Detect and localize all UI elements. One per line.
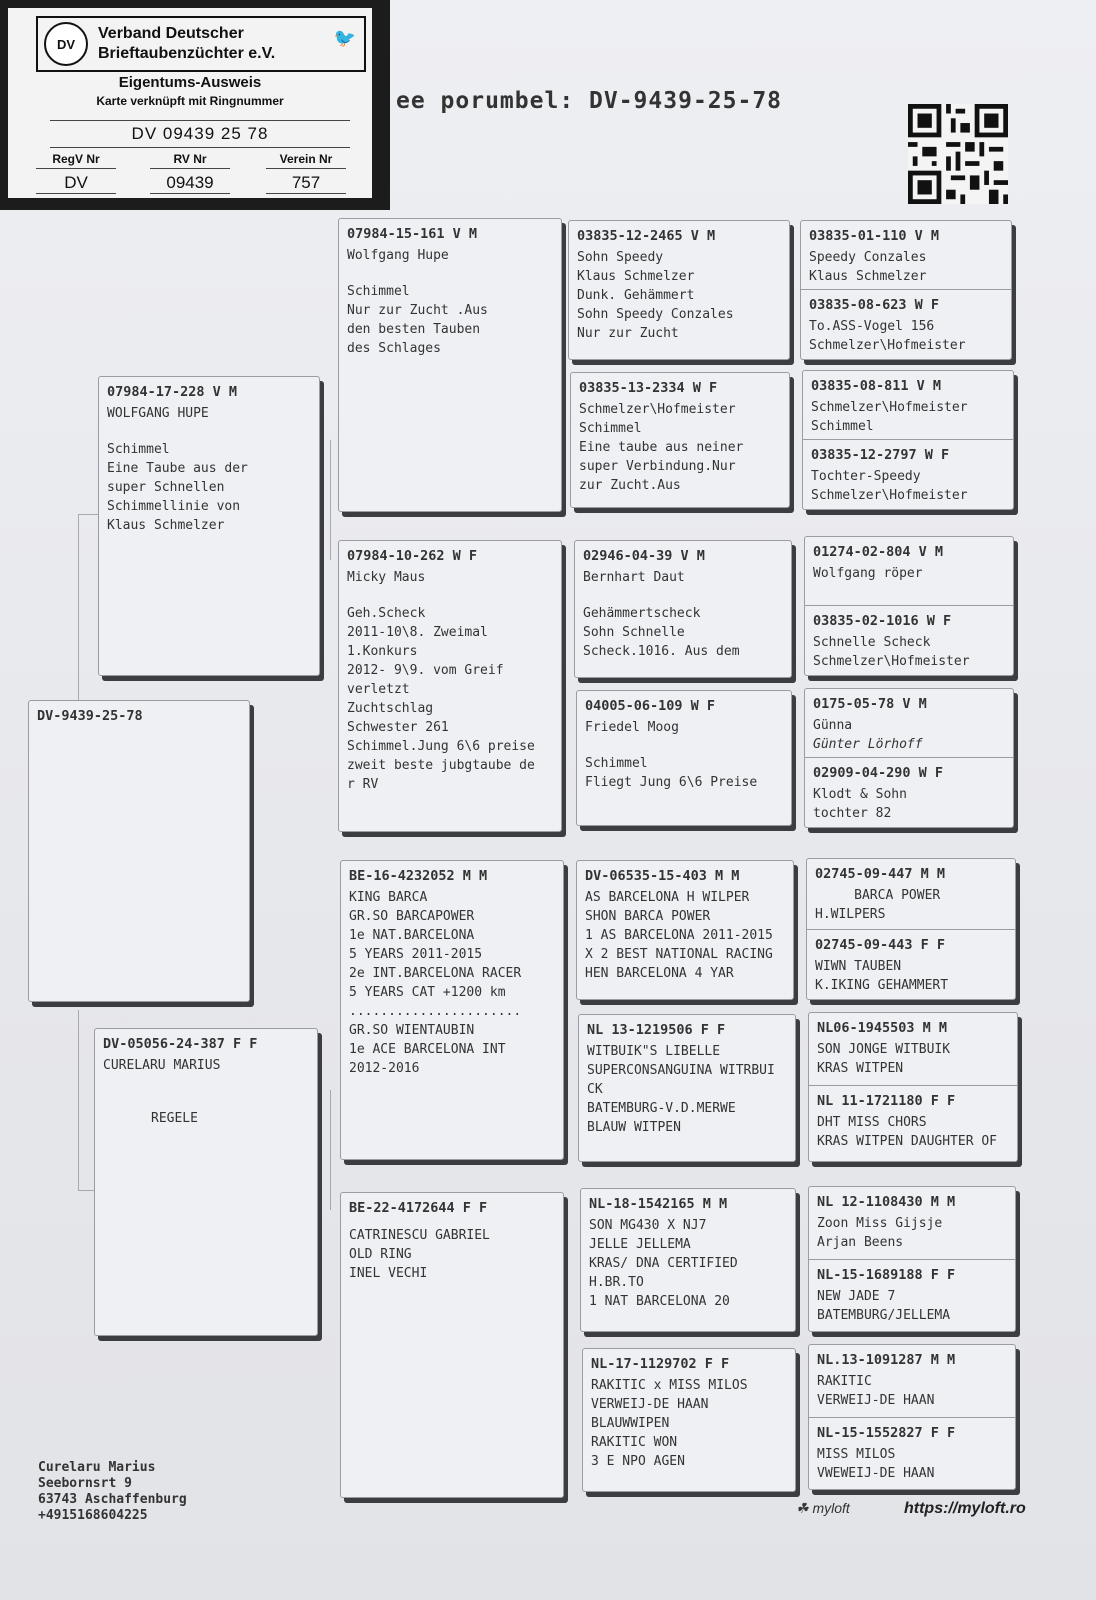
dam-line: REGELE (151, 1111, 198, 1126)
gen2-line: 1e ACE BARCELONA INT (349, 1042, 506, 1057)
gen3-line: SON MG430 X NJ7 (589, 1218, 707, 1233)
gen4-ring: NL 12-1108430 M M (817, 1194, 956, 1210)
gen3-ring: 03835-13-2334 W F (579, 380, 718, 396)
gen4-line: KRAS WITPEN (817, 1061, 904, 1076)
gen3-line: 1 AS BARCELONA 2011-2015 (585, 928, 773, 943)
gen4-ring: 03835-08-623 W F (809, 297, 940, 313)
rv-label: RV Nr (150, 152, 230, 169)
verein-column (266, 152, 346, 194)
gen4-line: RAKITIC (817, 1374, 872, 1389)
gen3-box-2[interactable] (574, 540, 792, 678)
id-card-subtitle: Karte verknüpft mit Ringnummer (96, 94, 284, 108)
gen3-line: Schmelzer\Hofmeister (579, 402, 736, 417)
gen4-line: Arjan Beens (817, 1235, 904, 1250)
gen2-line: Nur zur Zucht .Aus (347, 303, 488, 318)
gen4-ring: NL-15-1689188 F F (817, 1267, 956, 1283)
gen2-line: r RV (347, 777, 379, 792)
gen4-line: WIWN TAUBEN (815, 959, 902, 974)
connector-line (78, 514, 79, 708)
gen4-pair-2[interactable] (804, 536, 1014, 676)
gen3-line: RAKITIC x MISS MILOS (591, 1378, 748, 1393)
gen4-ring: 03835-12-2797 W F (811, 447, 950, 463)
gen2-line: den besten Tauben (347, 322, 481, 337)
gen3-box-7[interactable] (582, 1348, 796, 1492)
gen2-line: Geh.Scheck (347, 606, 426, 621)
gen4-pair-1[interactable] (802, 370, 1014, 510)
id-card-title: Eigentums-Ausweis (118, 74, 262, 91)
gen3-line: CK (587, 1082, 603, 1097)
gen4-pair-6[interactable] (808, 1186, 1016, 1332)
gen4-ring: NL 11-1721180 F F (817, 1093, 956, 1109)
subject-box[interactable] (28, 700, 250, 1002)
gen4-ring: NL.13-1091287 M M (817, 1352, 956, 1368)
gen2-line: 1.Konkurs (347, 644, 418, 659)
gen3-line: 3 E NPO AGEN (591, 1454, 685, 1469)
verein-label: Verein Nr (266, 152, 346, 169)
gen4-ring: 02909-04-290 W F (813, 765, 944, 781)
gen4-line: Wolfgang röper (813, 566, 923, 581)
id-card-header (36, 16, 366, 72)
myloft-logo (796, 1500, 850, 1517)
gen2-line: zweit beste jubgtaube de (347, 758, 535, 773)
gen4-line: Schmelzer\Hofmeister (813, 654, 970, 669)
gen4-line: Schmelzer\Hofmeister (811, 488, 968, 503)
gen3-line: Bernhart Daut (583, 570, 685, 585)
gen2-line: 2e INT.BARCELONA RACER (349, 966, 522, 981)
gen4-ring: 02745-09-443 F F (815, 937, 946, 953)
gen3-ring: 02946-04-39 V M (583, 548, 705, 564)
gen3-line: Nur zur Zucht (577, 326, 679, 341)
gen2-line: 5 YEARS CAT +1200 km (349, 985, 506, 1000)
pigeon-icon: 🐦 (333, 28, 356, 48)
gen4-line: Schmelzer\Hofmeister (811, 400, 968, 415)
myloft-logo-icon: ☘ (796, 1500, 809, 1516)
gen3-line: Sohn Speedy Conzales (577, 307, 734, 322)
gen4-line: Speedy Conzales (809, 250, 927, 265)
gen4-line: Klaus Schmelzer (809, 269, 927, 284)
gen2-line: 5 YEARS 2011-2015 (349, 947, 483, 962)
dam-line: CURELARU MARIUS (103, 1058, 221, 1073)
gen4-line: Klodt & Sohn (813, 787, 907, 802)
gen4-box-13[interactable] (809, 1259, 1015, 1332)
gen3-line: JELLE JELLEMA (589, 1237, 691, 1252)
sire-box[interactable] (98, 376, 320, 676)
gen3-box-6[interactable] (580, 1188, 796, 1332)
verein-value: 757 (266, 169, 346, 194)
gen3-ring: NL 13-1219506 F F (587, 1022, 726, 1038)
gen2-line: 2011-10\8. Zweimal (347, 625, 488, 640)
gen3-box-4[interactable] (576, 860, 794, 1000)
gen4-line: Schnelle Scheck (813, 635, 931, 650)
gen3-line: Schimmel (585, 756, 648, 771)
gen4-line: Günna (813, 718, 853, 733)
association-logo-icon: DV (44, 22, 88, 66)
gen2-line: 2012- 9\9. vom Greif (347, 663, 504, 678)
gen4-line: H.WILPERS (815, 907, 886, 922)
gen4-ring: 03835-02-1016 W F (813, 613, 952, 629)
gen4-line: Schmelzer\Hofmeister (809, 338, 966, 353)
gen3-ring: 03835-12-2465 V M (577, 228, 716, 244)
gen2-line: CATRINESCU GABRIEL (349, 1228, 490, 1243)
owner-address (38, 1460, 187, 1524)
gen3-line: super Verbindung.Nur (579, 459, 736, 474)
gen4-ring: 0175-05-78 V M (813, 696, 927, 712)
gen4-line: VWEWEIJ-DE HAAN (817, 1466, 935, 1481)
gen3-line: Gehämmertscheck (583, 606, 701, 621)
gen4-box-2[interactable] (803, 371, 1013, 439)
gen2-line: KING BARCA (349, 890, 428, 905)
gen4-ring: NL-15-1552827 F F (817, 1425, 956, 1441)
gen2-line: 1e NAT.BARCELONA (349, 928, 475, 943)
regv-column (36, 152, 116, 194)
connector-line (330, 440, 331, 560)
gen2-ring: 07984-15-161 V M (347, 226, 478, 242)
owner-street: Seebornsrt 9 (38, 1476, 132, 1491)
gen4-line: Schimmel (811, 419, 874, 434)
gen3-line: Eine taube aus neiner (579, 440, 744, 455)
sire-line: Klaus Schmelzer (107, 518, 225, 533)
gen3-line: Sohn Speedy (577, 250, 664, 265)
gen2-line: GR.SO BARCAPOWER (349, 909, 475, 924)
gen4-ring: NL06-1945503 M M (817, 1020, 948, 1036)
sire-ring: 07984-17-228 V M (107, 384, 238, 400)
gen4-line: tochter 82 (813, 806, 892, 821)
gen3-line: HEN BARCELONA 4 YAR (585, 966, 734, 981)
gen3-line: H.BR.TO (589, 1275, 644, 1290)
gen2-line: verletzt (347, 682, 410, 697)
gen4-box-7[interactable] (805, 757, 1013, 828)
gen4-box-4[interactable] (805, 537, 1013, 605)
gen3-ring: DV-06535-15-403 M M (585, 868, 740, 884)
gen4-box-6[interactable] (805, 689, 1013, 757)
gen3-ring: 04005-06-109 W F (585, 698, 716, 714)
gen2-line: 2012-2016 (349, 1061, 420, 1076)
connector-line (330, 1090, 331, 1210)
gen3-ring: NL-17-1129702 F F (591, 1356, 730, 1372)
sire-line: WOLFGANG HUPE (107, 406, 209, 421)
gen3-line: Dunk. Gehämmert (577, 288, 695, 303)
gen3-line: VERWEIJ-DE HAAN (591, 1397, 709, 1412)
gen4-line: Günter Lörhoff (813, 737, 923, 752)
gen4-box-10[interactable] (809, 1013, 1017, 1085)
gen4-pair-4[interactable] (806, 858, 1016, 1000)
gen2-line: Schimmel (347, 284, 410, 299)
sire-line: Schimmel (107, 442, 170, 457)
gen4-line: K.IKING GEHAMMERT (815, 978, 949, 993)
gen4-pair-0[interactable] (800, 220, 1012, 360)
subject-ring: DV-9439-25-78 (37, 708, 143, 724)
gen3-line: Scheck.1016. Aus dem (583, 644, 740, 659)
gen3-line: Sohn Schnelle (583, 625, 685, 640)
sire-line: super Schnellen (107, 480, 225, 495)
gen4-box-9[interactable] (807, 929, 1015, 1000)
gen4-line: SON JONGE WITBUIK (817, 1042, 951, 1057)
gen3-ring: NL-18-1542165 M M (589, 1196, 728, 1212)
gen2-box-3[interactable] (340, 1192, 564, 1498)
sire-line: Schimmellinie von (107, 499, 241, 514)
gen4-line: KRAS WITPEN DAUGHTER OF (817, 1134, 998, 1149)
ownership-id-card (0, 0, 390, 210)
gen3-line: SUPERCONSANGUINA WITRBUI (587, 1063, 775, 1078)
gen4-box-0[interactable] (801, 221, 1011, 289)
gen4-box-1[interactable] (801, 289, 1011, 360)
regv-label: RegV Nr (36, 152, 116, 169)
gen4-ring: 01274-02-804 V M (813, 544, 944, 560)
gen3-line: Klaus Schmelzer (577, 269, 695, 284)
gen2-line: GR.SO WIENTAUBIN (349, 1023, 475, 1038)
gen3-line: SHON BARCA POWER (585, 909, 711, 924)
gen4-pair-3[interactable] (804, 688, 1014, 828)
org-name-line1: Verband Deutscher (98, 25, 244, 42)
owner-phone: +4915168604225 (38, 1508, 148, 1523)
gen2-line: ...................... (349, 1004, 522, 1019)
gen2-line: des Schlages (347, 341, 441, 356)
id-card-ring-number: DV 09439 25 78 (50, 120, 350, 148)
gen2-box-0[interactable] (338, 218, 562, 512)
gen4-ring: 03835-01-110 V M (809, 228, 940, 244)
gen3-line: BLAUW WITPEN (587, 1120, 681, 1135)
gen4-box-11[interactable] (809, 1085, 1017, 1162)
connector-line (78, 1010, 79, 1190)
connector-line (78, 514, 100, 515)
gen3-line: BLAUWWIPEN (591, 1416, 670, 1431)
gen2-line: Zuchtschlag (347, 701, 434, 716)
gen3-line: RAKITIC WON (591, 1435, 678, 1450)
gen2-box-1[interactable] (338, 540, 562, 832)
gen3-line: zur Zucht.Aus (579, 478, 681, 493)
gen4-box-15[interactable] (809, 1417, 1015, 1490)
gen4-ring: 02745-09-447 M M (815, 866, 946, 882)
gen4-line: NEW JADE 7 (817, 1289, 896, 1304)
gen2-line: Wolfgang Hupe (347, 248, 449, 263)
gen4-line: Zoon Miss Gijsje (817, 1216, 943, 1231)
dam-ring: DV-05056-24-387 F F (103, 1036, 258, 1052)
gen2-box-2[interactable] (340, 860, 564, 1160)
gen3-line: Schimmel (579, 421, 642, 436)
rv-value: 09439 (150, 169, 230, 194)
gen3-line: 1 NAT BARCELONA 20 (589, 1294, 730, 1309)
gen4-ring: 03835-08-811 V M (811, 378, 942, 394)
gen4-pair-7[interactable] (808, 1344, 1016, 1490)
gen2-ring: 07984-10-262 W F (347, 548, 478, 564)
gen4-box-12[interactable] (809, 1187, 1015, 1259)
gen2-line: Micky Maus (347, 570, 426, 585)
owner-city: 63743 Aschaffenburg (38, 1492, 187, 1507)
gen4-pair-5[interactable] (808, 1012, 1018, 1162)
gen3-line: AS BARCELONA H WILPER (585, 890, 750, 905)
gen4-box-5[interactable] (805, 605, 1013, 676)
id-card-body (8, 8, 372, 198)
gen4-box-14[interactable] (809, 1345, 1015, 1417)
gen4-line: VERWEIJ-DE HAAN (817, 1393, 935, 1408)
gen4-line: BARCA POWER (815, 888, 941, 903)
gen3-box-1[interactable] (570, 372, 790, 508)
gen3-box-0[interactable] (568, 220, 790, 360)
gen4-box-3[interactable] (803, 439, 1013, 510)
brand-name: myloft (812, 1500, 850, 1516)
gen4-line: Tochter-Speedy (811, 469, 921, 484)
gen3-box-3[interactable] (576, 690, 792, 826)
dam-box[interactable] (94, 1028, 318, 1336)
gen2-line: Schimmel.Jung 6\6 preise (347, 739, 535, 754)
gen2-line: OLD RING (349, 1247, 412, 1262)
sire-line: Eine Taube aus der (107, 461, 248, 476)
gen3-line: KRAS/ DNA CERTIFIED (589, 1256, 738, 1271)
gen4-line: To.ASS-Vogel 156 (809, 319, 935, 334)
regv-value: DV (36, 169, 116, 194)
gen2-ring: BE-16-4232052 M M (349, 868, 488, 884)
gen3-line: Friedel Moog (585, 720, 679, 735)
gen4-line: MISS MILOS (817, 1447, 896, 1462)
rv-column (150, 152, 230, 194)
gen2-line: Schwester 261 (347, 720, 449, 735)
gen3-line: WITBUIK"S LIBELLE (587, 1044, 721, 1059)
gen3-line: X 2 BEST NATIONAL RACING (585, 947, 773, 962)
owner-name: Curelaru Marius (38, 1460, 156, 1475)
gen3-line: Fliegt Jung 6\6 Preise (585, 775, 758, 790)
qr-code-icon (906, 104, 1010, 204)
gen3-box-5[interactable] (578, 1014, 796, 1162)
footer-url-link[interactable]: https://myloft.ro (904, 1500, 1026, 1517)
gen4-line: BATEMBURG/JELLEMA (817, 1308, 951, 1323)
gen4-line: DHT MISS CHORS (817, 1115, 927, 1130)
page-title: ee porumbel: DV-9439-25-78 (396, 88, 783, 114)
gen4-box-8[interactable] (807, 859, 1015, 929)
org-name-line2: Brieftaubenzüchter e.V. (98, 45, 276, 62)
gen2-ring: BE-22-4172644 F F (349, 1200, 488, 1216)
gen2-line: INEL VECHI (349, 1266, 428, 1281)
gen3-line: BATEMBURG-V.D.MERWE (587, 1101, 736, 1116)
